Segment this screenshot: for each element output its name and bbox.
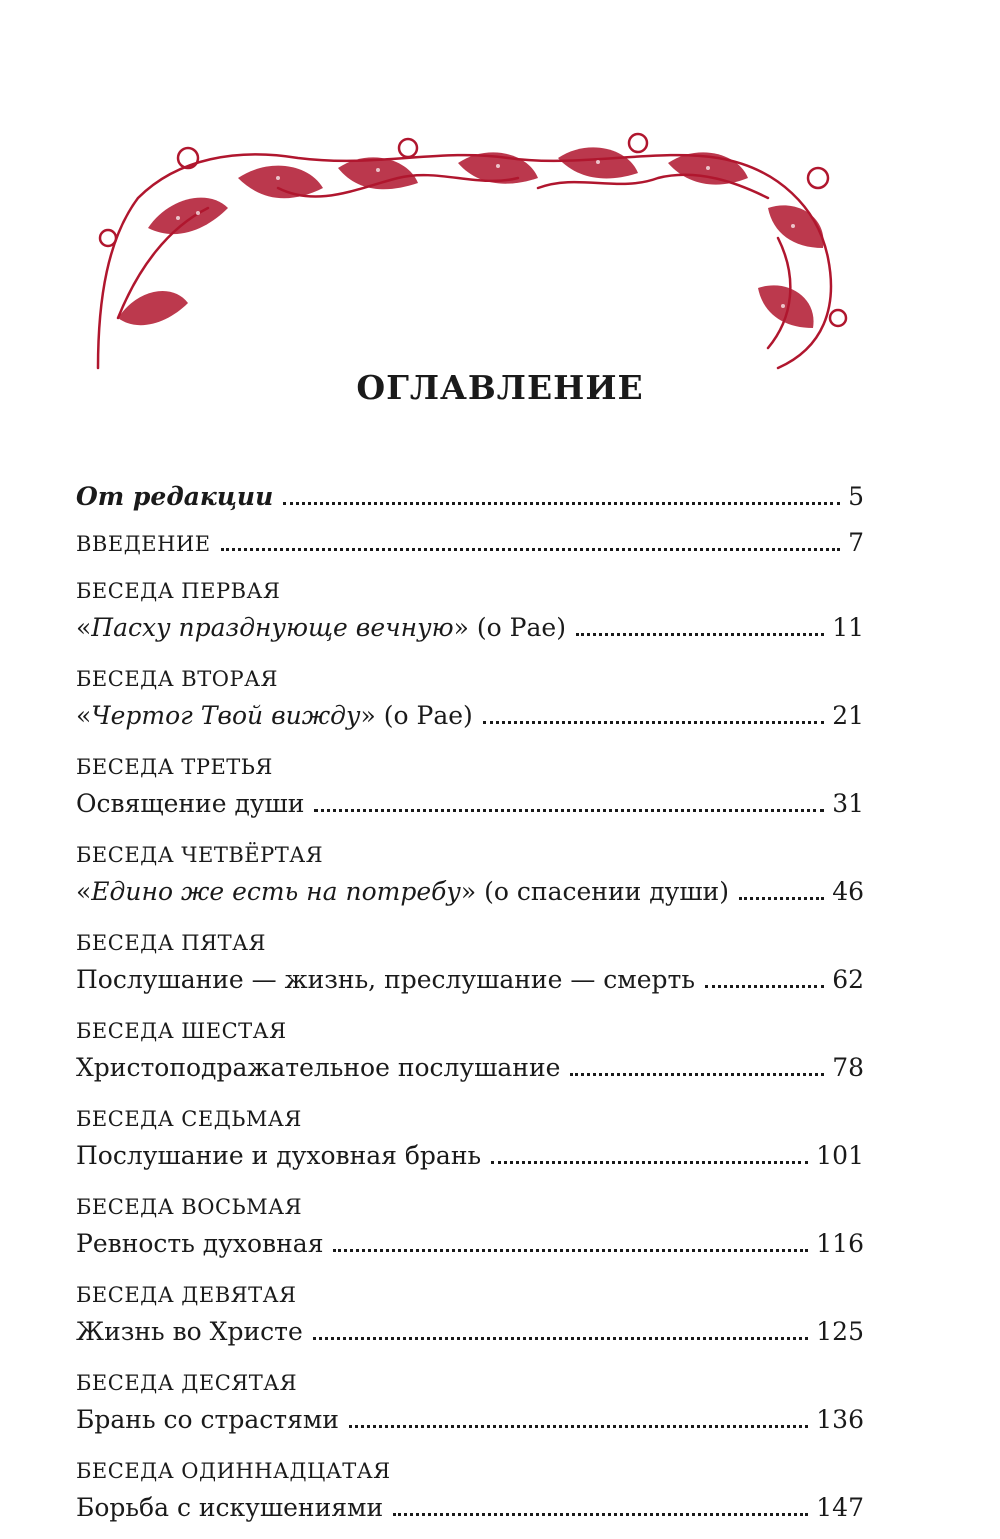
toc-entry-title: Борьба с искушениями [76,1493,384,1522]
toc-entry-talk-6 [76,1011,864,1087]
toc-entry-preface [76,478,864,516]
toc-page-number: 136 [816,1405,864,1434]
toc-page-number: 46 [832,877,864,906]
talk-heading: БЕСЕДА ОДИННАДЦАТАЯ [76,1459,391,1483]
talk-heading: БЕСЕДА ПЯТАЯ [76,931,266,955]
toc-entry-talk-10 [76,1363,864,1439]
quoted-title: Пасху празднующе вечную [91,613,454,642]
quoted-title: Едино же есть на потребу [91,877,461,906]
title-suffix: (о Рае) [468,613,566,642]
toc-page-number: 31 [832,789,864,818]
toc-entry-talk-11 [76,1451,864,1527]
talk-heading: БЕСЕДА СЕДЬМАЯ [76,1107,302,1131]
toc-page-number: 147 [816,1493,864,1522]
dot-leader [491,1161,808,1164]
toc-page-number: 5 [848,482,864,511]
talk-heading: БЕСЕДА ВТОРАЯ [76,667,278,691]
dot-leader [739,897,824,900]
toc-entry-title: Послушание — жизнь, преслушание — смерть [76,965,695,994]
toc-entry-title: ВВЕДЕНИЕ [76,532,211,556]
floral-ornament [78,118,858,378]
toc-page-number: 11 [832,613,864,642]
toc-entry-title: Ревность духовная [76,1229,324,1258]
dot-leader [314,809,824,812]
dot-leader [393,1513,808,1516]
toc-entry-title: От редакции [76,482,274,511]
toc-entry-title: Освящение души [76,789,305,818]
toc-entry-title: Христоподражательное послушание [76,1053,561,1082]
toc-entry-talk-1 [76,571,864,647]
quoted-title: Чертог Твой вижду [91,701,361,730]
toc-entry-talk-5 [76,923,864,999]
talk-heading: БЕСЕДА ДЕСЯТАЯ [76,1371,298,1395]
toc-entry-talk-7 [76,1099,864,1175]
talk-heading: БЕСЕДА ПЕРВАЯ [76,579,281,603]
toc-page-number: 125 [816,1317,864,1346]
talk-heading: БЕСЕДА ТРЕТЬЯ [76,755,273,779]
toc-entry-title: Жизнь во Христе [76,1317,303,1346]
dot-leader [483,721,824,724]
dot-leader [333,1249,808,1252]
dot-leader [349,1425,808,1428]
dot-leader [283,502,840,505]
toc-entry-title: Брань со страстями [76,1405,339,1434]
toc-entry-talk-9 [76,1275,864,1351]
toc-page-number: 62 [832,965,864,994]
talk-heading: БЕСЕДА ШЕСТАЯ [76,1019,287,1043]
toc-entry-title: «Пасху празднующе вечную» (о Рае) [76,613,566,642]
toc-entry-introduction [76,524,864,563]
toc-page-number: 7 [848,528,864,557]
page-title: ОГЛАВЛЕНИЕ [356,368,644,407]
toc-entry-title: «Чертог Твой вижду» (о Рае) [76,701,473,730]
dot-leader [221,548,841,551]
title-suffix: (о Рае) [375,701,473,730]
toc-entry-talk-3 [76,747,864,823]
talk-heading: БЕСЕДА ДЕВЯТАЯ [76,1283,297,1307]
toc-entry-talk-2 [76,659,864,735]
dot-leader [313,1337,809,1340]
title-suffix: (о спасении души) [476,877,729,906]
toc-entry-talk-4 [76,835,864,911]
toc-page-number: 21 [832,701,864,730]
toc-entry-title: «Едино же есть на потребу» (о спасении души) [76,877,729,906]
dot-leader [576,633,824,636]
dot-leader [705,985,824,988]
toc-entry-title: Послушание и духовная брань [76,1141,482,1170]
dot-leader [570,1073,824,1076]
talk-heading: БЕСЕДА ЧЕТВЁРТАЯ [76,843,324,867]
toc-page-number: 116 [816,1229,864,1258]
toc-page-number: 78 [832,1053,864,1082]
table-of-contents [76,478,864,1539]
toc-page-number: 101 [816,1141,864,1170]
toc-entry-talk-8 [76,1187,864,1263]
talk-heading: БЕСЕДА ВОСЬМАЯ [76,1195,303,1219]
